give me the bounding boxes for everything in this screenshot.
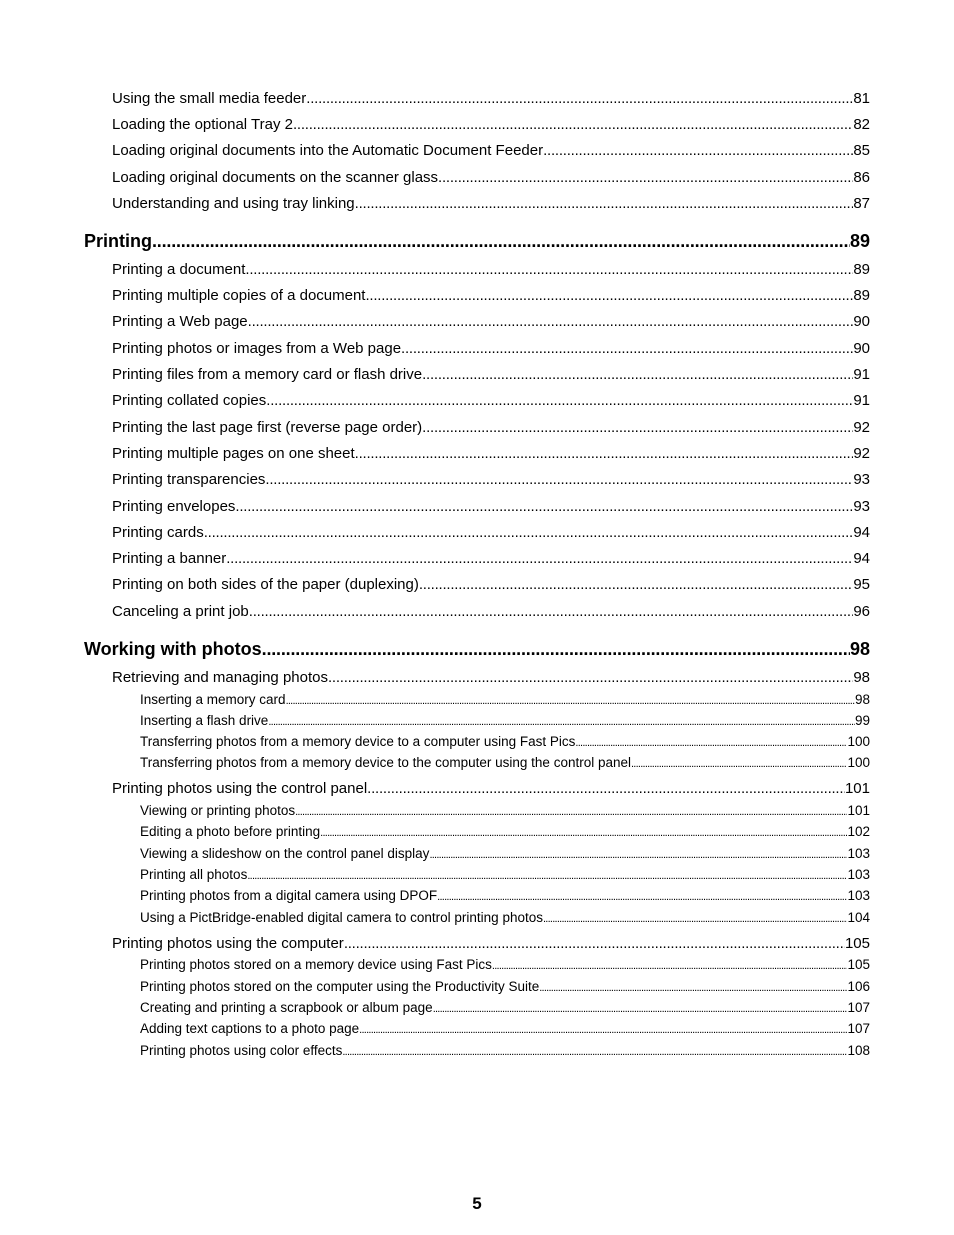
toc-subsection-entry[interactable]	[140, 979, 870, 994]
toc-entry-title: Printing all photos	[140, 867, 248, 882]
dot-leader	[295, 803, 847, 818]
toc-entry-page: 94	[853, 524, 870, 541]
toc-entry-page: 92	[853, 445, 870, 462]
toc-section-entry[interactable]	[112, 576, 870, 593]
toc-subsection-entry[interactable]	[140, 692, 870, 707]
dot-leader	[320, 824, 847, 839]
toc-subsection-entry[interactable]	[140, 1021, 870, 1036]
dot-leader	[226, 550, 853, 567]
dot-leader	[419, 576, 853, 593]
toc-entry-title: Printing photos from a digital camera using DPOF	[140, 888, 438, 903]
toc-entry-title: Printing photos using the computer	[112, 935, 344, 952]
toc-section-entry[interactable]	[112, 142, 870, 159]
toc-entry-page: 107	[847, 1000, 870, 1015]
toc-section-entry[interactable]	[112, 366, 870, 383]
toc-entry-title: Using a PictBridge-enabled digital camera to control printing photos	[140, 910, 543, 925]
dot-leader	[245, 261, 853, 278]
dot-leader	[249, 603, 854, 620]
toc-entry-title: Retrieving and managing photos	[112, 669, 328, 686]
toc-entry-title: Printing a Web page	[112, 313, 248, 330]
dot-leader	[265, 471, 853, 488]
toc-entry-title: Printing photos stored on a memory device using Fast Pics	[140, 957, 492, 972]
toc-subsection-entry[interactable]	[140, 713, 870, 728]
toc-entry-title: Loading original documents into the Automatic Document Feeder	[112, 142, 544, 159]
toc-subsection-entry[interactable]	[140, 1000, 870, 1015]
dot-leader	[293, 116, 853, 133]
dot-leader	[422, 419, 853, 436]
dot-leader	[433, 1000, 848, 1015]
toc-entry-title: Transferring photos from a memory device to a computer using Fast Pics	[140, 734, 576, 749]
toc-entry-page: 98	[854, 692, 870, 707]
toc-entry-title: Printing files from a memory card or flash drive	[112, 366, 423, 383]
toc-entry-page: 105	[844, 935, 870, 952]
dot-leader	[247, 867, 847, 882]
dot-leader	[437, 888, 847, 903]
toc-subsection-entry[interactable]	[140, 846, 870, 861]
dot-leader	[367, 780, 845, 797]
toc-section-entry[interactable]	[112, 445, 870, 462]
toc-section-entry[interactable]	[112, 287, 870, 304]
dot-leader	[266, 392, 853, 409]
toc-section-entry[interactable]	[112, 935, 870, 952]
toc-entry-page: 98	[849, 639, 870, 659]
dot-leader	[248, 313, 854, 330]
dot-leader	[543, 142, 853, 159]
toc-entry-page: 85	[853, 142, 870, 159]
toc-entry-page: 102	[847, 824, 870, 839]
dot-leader	[355, 445, 854, 462]
toc-chapter-entry[interactable]	[84, 231, 870, 252]
toc-entry-page: 91	[853, 366, 870, 383]
toc-entry-page: 87	[853, 195, 870, 212]
toc-subsection-entry[interactable]	[140, 910, 870, 925]
toc-entry-page: 89	[853, 287, 870, 304]
toc-entry-page: 98	[853, 669, 870, 686]
toc-entry-page: 104	[847, 910, 870, 925]
toc-entry-page: 90	[853, 340, 870, 357]
dot-leader	[429, 846, 847, 861]
toc-section-entry[interactable]	[112, 195, 870, 212]
toc-entry-page: 103	[847, 846, 870, 861]
toc-subsection-entry[interactable]	[140, 803, 870, 818]
toc-entry-page: 89	[849, 231, 870, 251]
toc-section-entry[interactable]	[112, 603, 870, 620]
toc-section-entry[interactable]	[112, 419, 870, 436]
toc-entry-page: 94	[853, 550, 870, 567]
toc-entry-title: Printing multiple copies of a document	[112, 287, 366, 304]
toc-subsection-entry[interactable]	[140, 867, 870, 882]
toc-section-entry[interactable]	[112, 471, 870, 488]
toc-entry-title: Viewing a slideshow on the control panel display	[140, 846, 430, 861]
toc-section-entry[interactable]	[112, 498, 870, 515]
toc-entry-title: Printing photos or images from a Web page	[112, 340, 402, 357]
toc-section-entry[interactable]	[112, 550, 870, 567]
page-number: 5	[472, 1194, 482, 1213]
dot-leader	[328, 669, 853, 686]
toc-entry-title: Printing photos stored on the computer using the Productivity Suite	[140, 979, 540, 994]
toc-entry-title: Printing a document	[112, 261, 246, 278]
toc-entry-page: 108	[847, 1043, 870, 1058]
toc-entry-title: Creating and printing a scrapbook or album page	[140, 1000, 433, 1015]
toc-entry-title: Transferring photos from a memory device to the computer using the control panel	[140, 755, 631, 770]
toc-entry-title: Printing transparencies	[112, 471, 266, 488]
toc-entry-page: 107	[847, 1021, 870, 1036]
toc-entry-title: Printing the last page first (reverse page order)	[112, 419, 423, 436]
toc-entry-title: Printing envelopes	[112, 498, 236, 515]
dot-leader	[235, 498, 853, 515]
dot-leader	[492, 957, 848, 972]
dot-leader	[344, 935, 845, 952]
toc-entry-title: Viewing or printing photos	[140, 803, 296, 818]
dot-leader	[152, 231, 850, 252]
toc-entry-page: 92	[853, 419, 870, 436]
toc-section-entry[interactable]	[112, 780, 870, 797]
dot-leader	[543, 910, 847, 925]
toc-entry-title: Inserting a memory card	[140, 692, 286, 707]
toc-entry-title: Printing multiple pages on one sheet	[112, 445, 355, 462]
dot-leader	[306, 90, 853, 107]
dot-leader	[631, 755, 847, 770]
toc-entry-title: Printing a banner	[112, 550, 227, 567]
toc-entry-title: Printing photos using color effects	[140, 1043, 343, 1058]
toc-entry-page: 89	[853, 261, 870, 278]
toc-entry-page: 101	[844, 780, 870, 797]
toc-entry-page: 91	[853, 392, 870, 409]
toc-entry-title: Canceling a print job	[112, 603, 249, 620]
dot-leader	[422, 366, 853, 383]
dot-leader	[262, 639, 850, 660]
toc-subsection-entry[interactable]	[140, 734, 870, 749]
toc-subsection-entry[interactable]	[140, 888, 870, 903]
toc-entry-page: 93	[853, 498, 870, 515]
toc-section-entry[interactable]	[112, 340, 870, 357]
toc-entry-page: 99	[854, 713, 870, 728]
toc-subsection-entry[interactable]	[140, 824, 870, 839]
toc-section-entry[interactable]	[112, 313, 870, 330]
toc-entry-title: Printing	[84, 231, 152, 251]
dot-leader	[539, 979, 847, 994]
toc-section-entry[interactable]	[112, 116, 870, 133]
toc-section-entry[interactable]	[112, 90, 870, 107]
toc-entry-page: 90	[853, 313, 870, 330]
dot-leader	[359, 1021, 847, 1036]
toc-entry-page: 103	[847, 888, 870, 903]
dot-leader	[438, 169, 853, 186]
toc-subsection-entry[interactable]	[140, 1043, 870, 1058]
toc-entry-page: 81	[853, 90, 870, 107]
dot-leader	[286, 692, 855, 707]
toc-entry-page: 101	[847, 803, 870, 818]
toc-section-entry[interactable]	[112, 524, 870, 541]
toc-entry-title: Loading original documents on the scanner glass	[112, 169, 439, 186]
toc-entry-title: Inserting a flash drive	[140, 713, 269, 728]
toc-chapter-entry[interactable]	[84, 639, 870, 660]
toc-entry-page: 105	[847, 957, 870, 972]
dot-leader	[355, 195, 854, 212]
toc-section-entry[interactable]	[112, 669, 870, 686]
toc-entry-title: Understanding and using tray linking	[112, 195, 355, 212]
toc-subsection-entry[interactable]	[140, 755, 870, 770]
toc-entry-title: Working with photos	[84, 639, 262, 659]
dot-leader	[342, 1043, 847, 1058]
toc-entry-title: Loading the optional Tray 2	[112, 116, 293, 133]
toc-entry-title: Printing photos using the control panel	[112, 780, 368, 797]
toc-entry-title: Using the small media feeder	[112, 90, 307, 107]
toc-entry-title: Printing cards	[112, 524, 204, 541]
toc-entry-page: 100	[847, 734, 870, 749]
toc-entry-page: 96	[853, 603, 870, 620]
toc-entry-title: Printing collated copies	[112, 392, 267, 409]
toc-entry-title: Editing a photo before printing	[140, 824, 321, 839]
toc-entry-page: 106	[847, 979, 870, 994]
dot-leader	[204, 524, 854, 541]
dot-leader	[575, 734, 847, 749]
toc-entry-page: 100	[847, 755, 870, 770]
toc-entry-title: Printing on both sides of the paper (duplexing)	[112, 576, 419, 593]
toc-section-entry[interactable]	[112, 261, 870, 278]
toc-entry-page: 95	[853, 576, 870, 593]
toc-entry-page: 86	[853, 169, 870, 186]
toc-entry-page: 93	[853, 471, 870, 488]
dot-leader	[268, 713, 855, 728]
dot-leader	[401, 340, 853, 357]
toc-subsection-entry[interactable]	[140, 957, 870, 972]
toc-section-entry[interactable]	[112, 392, 870, 409]
toc-entry-title: Adding text captions to a photo page	[140, 1021, 360, 1036]
dot-leader	[365, 287, 853, 304]
toc-section-entry[interactable]	[112, 169, 870, 186]
toc-entry-page: 82	[853, 116, 870, 133]
toc-entry-page: 103	[847, 867, 870, 882]
